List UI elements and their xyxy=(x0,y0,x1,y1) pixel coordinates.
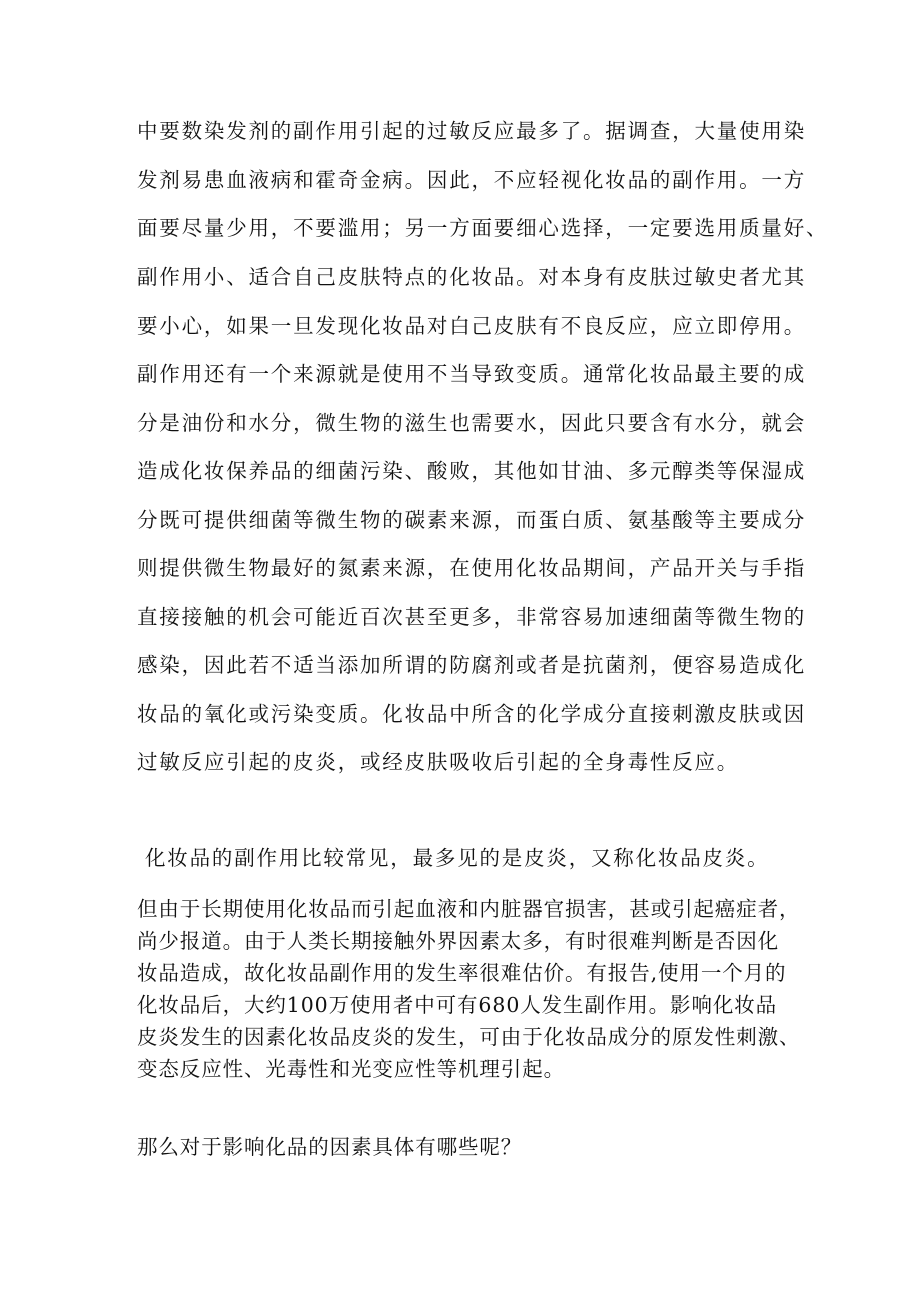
paragraph-1-line: 要小心，如果一旦发现化妆品对白己皮肤有不良反应，应立即停用。 xyxy=(137,314,806,338)
paragraph-2-line: 变态反应性、光毒性和光变应性等机理引起。 xyxy=(137,1057,565,1081)
paragraph-2-line: 化妆品后，大约100万使用者中可有680人发生副作用。影响化妆品 xyxy=(137,993,778,1017)
section-heading: 化妆品的副作用比较常见，最多见的是皮炎，又称化妆品皮炎。 xyxy=(145,846,770,870)
paragraph-2-line: 皮炎发生的因素化妆品皮炎的发生，可由于化妆品成分的原发性刺激、 xyxy=(137,1025,801,1049)
paragraph-1-line: 面要尽量少用，不要滥用；另一方面要细心选择，一定要选用质量好、 xyxy=(137,216,829,240)
paragraph-1-line: 分既可提供细菌等微生物的碳素来源，而蛋白质、氨基酸等主要成分 xyxy=(137,508,806,532)
closing-question: 那么对于影响化品的因素具体有哪些呢？ xyxy=(137,1135,523,1159)
paragraph-1-line: 直接接触的机会可能近百次甚至更多，非常容易加速细菌等微生物的 xyxy=(137,605,806,629)
paragraph-2-line: 尚少报道。由于人类长期接触外界因素太多，有时很难判断是否因化 xyxy=(137,929,779,953)
paragraph-1-line: 则提供微生物最好的氮素来源，在使用化妆品期间，产品开关与手指 xyxy=(137,556,806,580)
paragraph-1-line: 发剂易患血液病和霍奇金病。因此，不应轻视化妆品的副作用。一方 xyxy=(137,168,806,192)
paragraph-1-line: 中要数染发剂的副作用引起的过敏反应最多了。据调查，大量使用染 xyxy=(137,119,806,143)
paragraph-1-line: 副作用还有一个来源就是使用不当导致变质。通常化妆品最主要的成 xyxy=(137,362,806,386)
paragraph-2-line: 但由于长期使用化妆品而引起血液和内脏器官损害，甚或引起癌症者， xyxy=(137,897,801,921)
paragraph-1-line: 副作用小、适合自己皮肤特点的化妆品。对本身有皮肤过敏史者尤其 xyxy=(137,265,806,289)
paragraph-1-line: 分是油份和水分，微生物的滋生也需要水，因此只要含有水分，就会 xyxy=(137,411,806,435)
paragraph-2-line: 妆品造成，故化妆品副作用的发生率很难估价。有报告,使用一个月的 xyxy=(137,961,787,985)
paragraph-1-line: 造成化妆保养品的细菌污染、酸败，其他如甘油、多元醇类等保湿成 xyxy=(137,459,806,483)
paragraph-1-line: 过敏反应引起的皮炎，或经皮肤吸收后引起的全身毒性反应。 xyxy=(137,750,740,774)
paragraph-1-line: 妆品的氧化或污染变质。化妆品中所含的化学成分直接刺激皮肤或因 xyxy=(137,702,806,726)
paragraph-1-line: 感染，因此若不适当添加所谓的防腐剂或者是抗菌剂，便容易造成化 xyxy=(137,653,806,677)
